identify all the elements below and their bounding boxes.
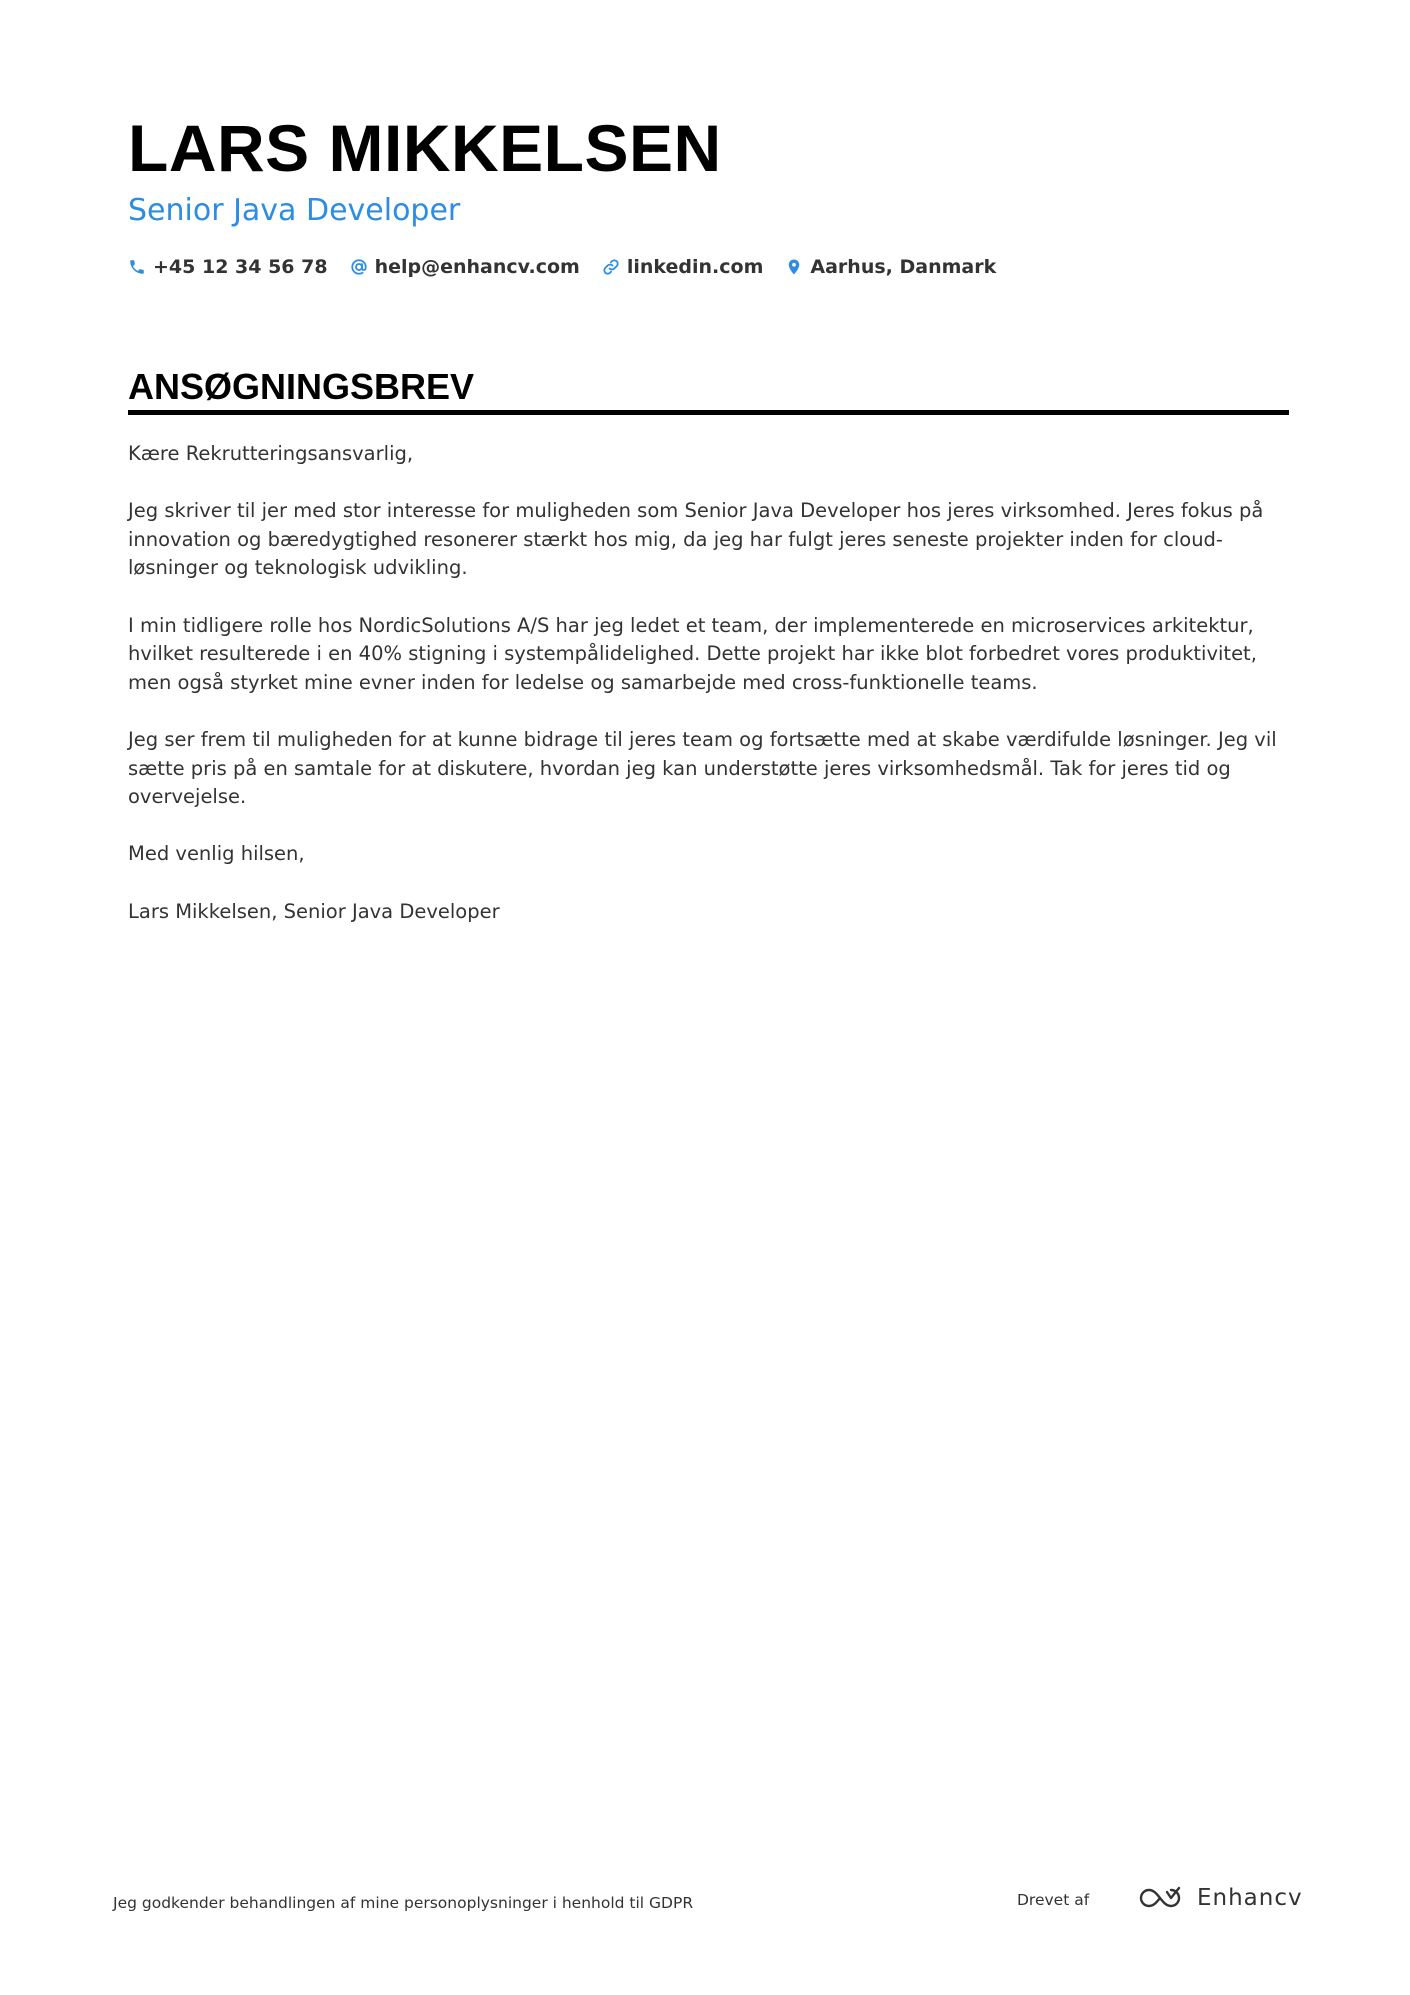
letter-closing: Med venlig hilsen,: [128, 842, 305, 866]
enhancv-brand[interactable]: [1137, 1884, 1303, 1912]
contact-location: [785, 256, 996, 278]
powered-by-label: Drevet af: [1017, 1891, 1090, 1909]
letter-body: [128, 440, 1289, 955]
brand-name: Enhancv: [1197, 1885, 1303, 1911]
candidate-name: LARS MIKKELSEN: [128, 111, 722, 185]
letter-paragraph: I min tidligere rolle hos NordicSolutions A/S har jeg ledet et team, der implementerede en microservices arkitektur, hvilket resulterede i en 40% stigning i systempålidelighed. Dette projekt har ikke blot forbedret vores produktivitet, men også styrket mine evner inden for ledelse og samarbejde med cross-funktionelle teams.: [128, 613, 1257, 694]
map-pin-icon: [785, 258, 803, 276]
candidate-job-title: Senior Java Developer: [128, 193, 461, 228]
section-divider: [128, 410, 1289, 415]
letter-greeting: Kære Rekrutteringsansvarlig,: [128, 442, 414, 465]
letter-paragraph: Jeg skriver til jer med stor interesse for muligheden som Senior Java Developer hos jeres virksomhed. Jeres fokus på innovation og bæredygtighed resonerer stærkt hos mig, da jeg har fulgt jeres seneste projekter inden for cloud-løsninger og teknologisk udvikling.: [128, 499, 1264, 580]
gdpr-consent: Jeg godkender behandlingen af mine personoplysninger i henhold til GDPR: [113, 1894, 694, 1912]
letter-signature: Lars Mikkelsen, Senior Java Developer: [128, 899, 500, 923]
contact-phone: [128, 256, 328, 278]
link-icon: [602, 258, 620, 276]
contact-link[interactable]: [602, 256, 764, 278]
email-text: help@enhancv.com: [374, 256, 580, 278]
link-text: linkedin.com: [626, 256, 764, 278]
contact-info: [128, 252, 996, 282]
section-title: ANSØGNINGSBREV: [128, 366, 475, 407]
at-icon: [350, 258, 368, 276]
contact-email[interactable]: [350, 256, 580, 278]
letter-paragraph: Jeg ser frem til muligheden for at kunne bidrage til jeres team og fortsætte med at skabe værdifulde løsninger. Jeg vil sætte pris på en samtale for at diskutere, hvordan jeg kan understøtte jeres virksomhedsmål. Tak for jeres tid og overvejelse.: [128, 727, 1277, 809]
phone-text: +45 12 34 56 78: [153, 256, 328, 278]
enhancv-logo-icon: [1137, 1884, 1183, 1912]
location-text: Aarhus, Danmark: [810, 256, 997, 278]
phone-icon: [128, 258, 146, 276]
